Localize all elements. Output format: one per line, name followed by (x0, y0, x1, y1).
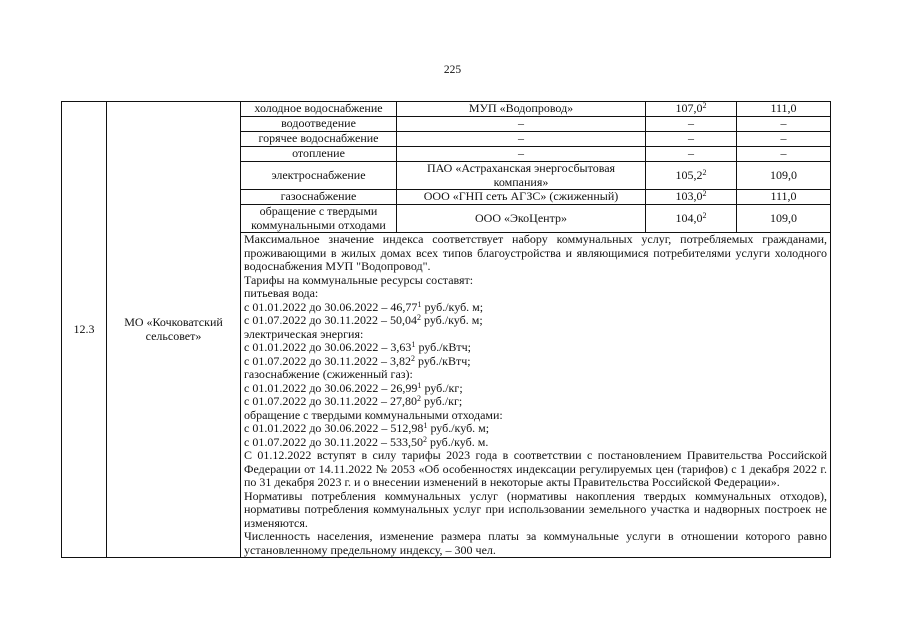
tariff-line (244, 395, 827, 409)
tariff-group-title: питьевая вода: (244, 286, 319, 300)
service-name: водоотведение (241, 117, 397, 132)
tariff-line (244, 436, 827, 450)
service-name: горячее водоснабжение (241, 132, 397, 147)
index-first-period (646, 132, 737, 147)
tariffs-heading: Тарифы на коммунальные ресурсы составят: (244, 272, 474, 287)
tariff-unit: руб./кг; (421, 380, 463, 395)
provider-name: – (397, 147, 646, 162)
tariff-line (244, 301, 827, 315)
note-intro: Максимальное значение индекса соответствует набору коммунальных услуг, потребляемых гражданами, проживающими в жилых домах всех типов благоустройства и являющимися потребителями услуги холодного водоснабжения МУП "Водопровод". (244, 232, 827, 273)
index-second-period: 109,0 (737, 162, 831, 190)
tariffs-2023-paragraph: С 01.12.2022 вступят в силу тарифы 2023 года в соответствии с постановлением Правительства Российской Федерации от 14.11.2022 № 2053 «Об особенностях индексации регулируемых цен (тарифов) с 1 декабря 2022 г. по 31 декабря 2023 г. и о внесении изменений в некоторые акты Правительства Российской Федерации». (244, 448, 827, 489)
footnote-mark: 2 (417, 313, 421, 322)
index-value: 107,0 (675, 101, 703, 116)
footnote-mark: 1 (417, 299, 422, 309)
index-value: 103,0 (675, 189, 703, 204)
population-paragraph: Численность населения, изменение размера платы за коммунальные услуги в отношении которого равно установленному предельному индексу, – 300 чел. (244, 529, 827, 557)
index-second-period: 109,0 (737, 205, 831, 233)
service-row (62, 102, 831, 117)
footnote-mark: 1 (417, 380, 422, 390)
footnote-mark: 2 (702, 210, 707, 220)
tariff-unit: руб./кг; (421, 394, 463, 408)
footnote-mark: 1 (411, 340, 416, 349)
footnote-mark: 2 (417, 394, 421, 403)
tariff-line (244, 314, 827, 328)
index-value: – (688, 131, 694, 146)
service-name: холодное водоснабжение (241, 102, 397, 117)
index-value: 105,2 (675, 167, 703, 182)
index-second-period: – (737, 132, 831, 147)
tariff-group-title: обращение с твердыми коммунальными отходами: (244, 407, 503, 422)
service-name: электроснабжение (241, 162, 397, 190)
footnote-mark: 2 (423, 434, 427, 444)
provider-name: ООО «ГНП сеть АГЗС» (сжиженный) (397, 190, 646, 205)
provider-name: ООО «ЭкоЦентр» (397, 205, 646, 233)
page-number: 225 (443, 64, 462, 76)
tariff-line (244, 355, 827, 369)
index-first-period (646, 190, 737, 205)
tariff-line (244, 382, 827, 396)
tariff-line (244, 422, 827, 436)
index-second-period: – (737, 117, 831, 132)
tariff-period-value: с 01.07.2022 до 30.11.2022 – 3,82 (244, 353, 411, 368)
index-first-period (646, 117, 737, 132)
tariff-line (244, 341, 827, 355)
municipality-name: МО «Кочковатский сельсовет» (107, 102, 241, 558)
tariff-table (61, 101, 831, 558)
tariff-unit: руб./куб. м. (427, 434, 489, 449)
footnote-mark: 2 (411, 353, 415, 363)
tariff-period-value: с 01.07.2022 до 30.11.2022 – 27,80 (244, 394, 417, 408)
tariff-period-value: с 01.01.2022 до 30.06.2022 – 46,77 (244, 299, 418, 314)
tariff-period-value: с 01.07.2022 до 30.11.2022 – 50,04 (244, 313, 417, 327)
row-number: 12.3 (62, 102, 107, 558)
tariff-group-title: электрическая энергия: (244, 326, 364, 341)
tariff-unit: руб./кВтч; (415, 353, 471, 368)
service-name: обращение с твердыми коммунальными отходами (241, 205, 397, 233)
footnote-mark: 2 (702, 167, 707, 177)
tariff-period-value: с 01.01.2022 до 30.06.2022 – 512,98 (244, 421, 424, 435)
service-name: отопление (241, 147, 397, 162)
index-first-period (646, 162, 737, 190)
tariff-table-body (62, 102, 831, 558)
provider-name: ПАО «Астраханская энергосбытовая компания» (397, 162, 646, 190)
footnote-mark: 1 (423, 421, 428, 430)
service-name: газоснабжение (241, 190, 397, 205)
note-cell (241, 233, 831, 558)
footnote-mark: 2 (702, 101, 707, 111)
index-value: – (688, 146, 694, 161)
index-first-period (646, 102, 737, 117)
index-second-period: 111,0 (737, 190, 831, 205)
provider-name: – (397, 132, 646, 147)
index-value: – (688, 116, 694, 131)
index-first-period (646, 147, 737, 162)
provider-name: – (397, 117, 646, 132)
tariff-period-value: с 01.01.2022 до 30.06.2022 – 3,63 (244, 340, 412, 354)
tariff-period-value: с 01.07.2022 до 30.11.2022 – 533,50 (244, 434, 423, 449)
index-second-period: 111,0 (737, 102, 831, 117)
tariff-unit: руб./куб. м; (427, 421, 490, 435)
norms-paragraph: Нормативы потребления коммунальных услуг (нормативы накопления твердых коммунальных отходов), нормативы потребления коммунальных услуг при использовании земельного участка и надворных построек не изменяются. (244, 488, 827, 530)
tariff-group-title: газоснабжение (сжиженный газ): (244, 367, 413, 381)
index-first-period (646, 205, 737, 233)
provider-name: МУП «Водопровод» (397, 102, 646, 117)
tariff-unit: руб./кВтч; (415, 340, 472, 354)
index-second-period: – (737, 147, 831, 162)
tariff-unit: руб./куб. м; (421, 313, 483, 327)
tariff-period-value: с 01.01.2022 до 30.06.2022 – 26,99 (244, 380, 418, 395)
tariff-unit: руб./куб. м; (421, 299, 484, 314)
index-value: 104,0 (675, 210, 703, 225)
footnote-mark: 2 (702, 189, 707, 199)
